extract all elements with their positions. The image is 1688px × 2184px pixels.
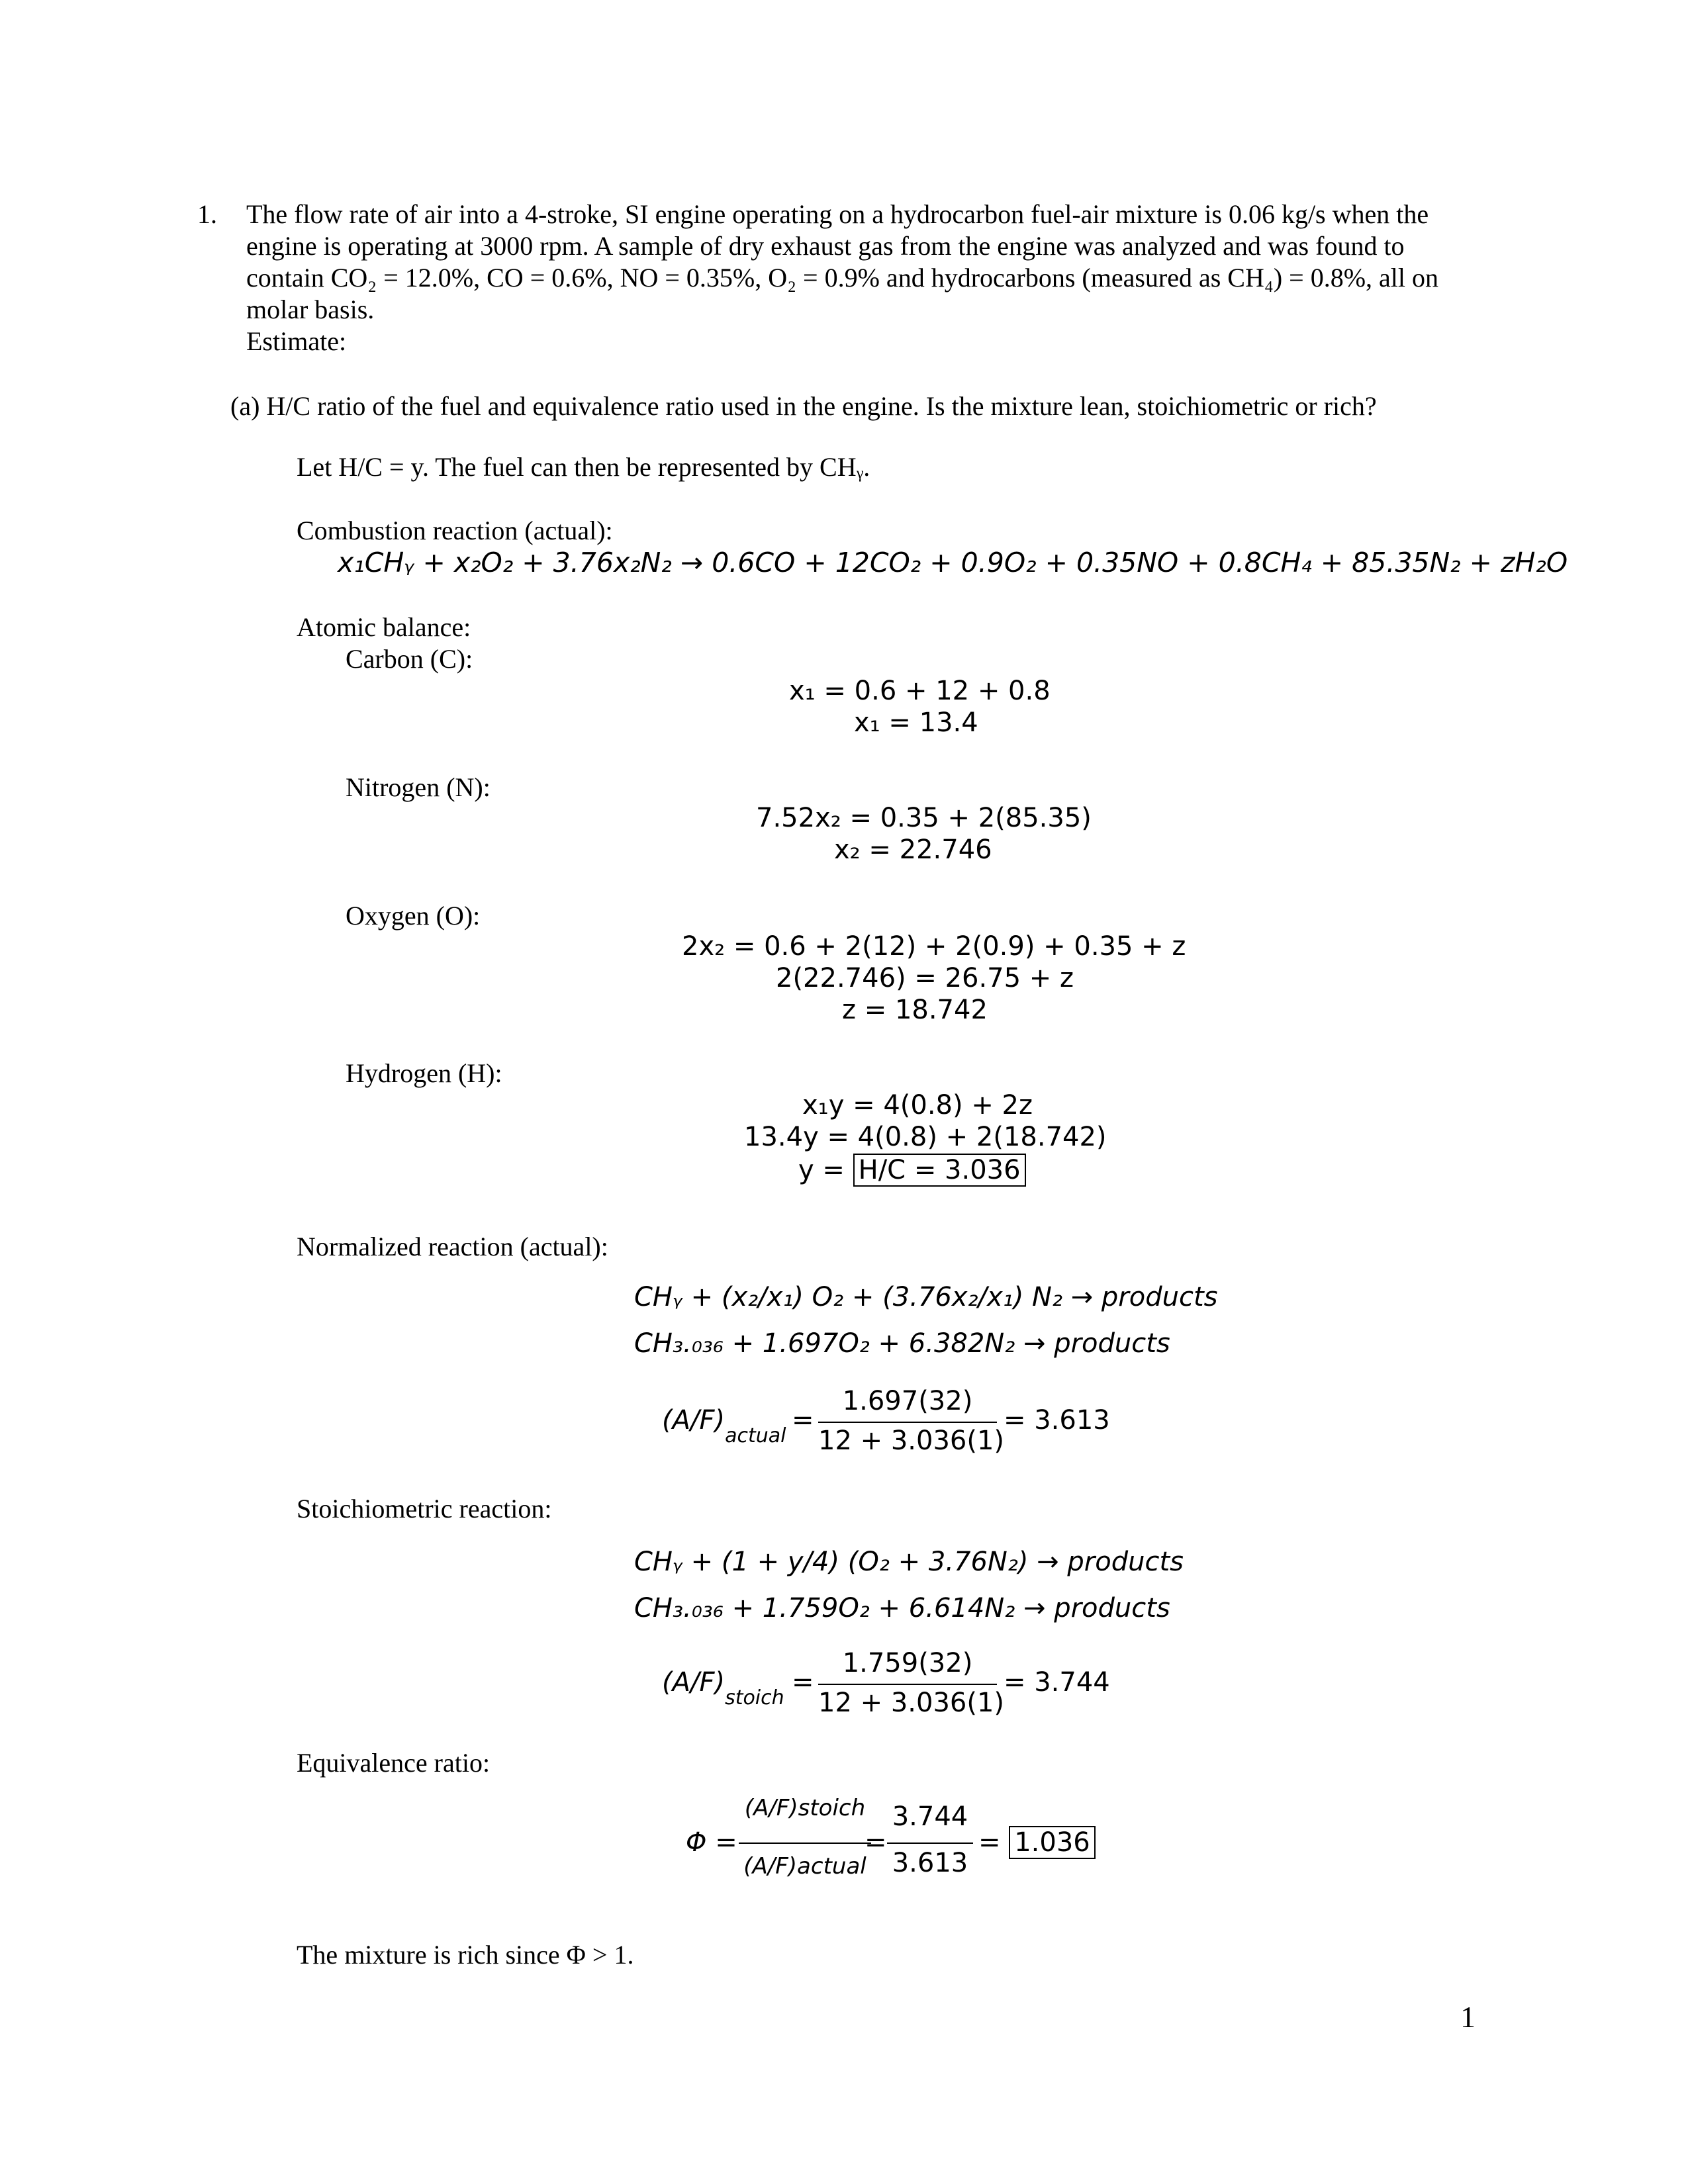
hc-ratio-result-box: H/C = 3.036 [853, 1154, 1026, 1187]
combustion-label: Combustion reaction (actual): [297, 516, 613, 545]
oxygen-label: Oxygen (O): [346, 901, 481, 931]
page-number: 1 [1460, 2000, 1476, 2034]
hydrogen-equation-3 [798, 1154, 1026, 1186]
phi-equals-1: = [865, 1827, 887, 1858]
problem-number: 1. [197, 199, 217, 229]
af-actual-result: = 3.613 [1004, 1405, 1110, 1435]
normalized-equation-2: CH₃.₀₃₆ + 1.697O₂ + 6.382N₂ → products [634, 1328, 1170, 1359]
equivalence-label: Equivalence ratio: [297, 1748, 491, 1778]
phi-numerator-value: 3.744 [892, 1801, 968, 1832]
phi-lhs: Φ = [686, 1827, 737, 1858]
af-actual-lhs [662, 1404, 786, 1447]
phi-numerator: (A/F)stoich [744, 1795, 866, 1821]
hydrogen-equation-1: x₁y = 4(0.8) + 2z [802, 1090, 1033, 1120]
carbon-equation-1: x₁ = 0.6 + 12 + 0.8 [789, 676, 1051, 706]
normalized-label: Normalized reaction (actual): [297, 1232, 608, 1261]
estimate-label: Estimate: [246, 326, 347, 356]
phi-denominator-value: 3.613 [892, 1848, 968, 1878]
phi-value-fraction-bar [887, 1843, 973, 1844]
let-statement: Let H/C = y. The fuel can then be represented by CHᵧ. [297, 452, 870, 482]
hydrogen-label: Hydrogen (H): [346, 1058, 502, 1088]
stoich-equation-1: CHᵧ + (1 + y/4) (O₂ + 3.76N₂) → products [634, 1547, 1184, 1577]
oxygen-equation-3: z = 18.742 [842, 995, 988, 1025]
phi-fraction-bar [739, 1843, 871, 1844]
af-actual-symbol: (A/F) [662, 1405, 726, 1435]
af-stoich-lhs [662, 1666, 784, 1709]
carbon-equation-2: x₁ = 13.4 [854, 707, 978, 738]
af-stoich-fraction-bar [818, 1684, 997, 1685]
problem-line-1: The flow rate of air into a 4-stroke, SI engine operating on a hydrocarbon fuel-air mixture is 0.06 kg/s when the [246, 199, 1429, 229]
af-stoich-equals: = [792, 1667, 814, 1698]
stoich-label: Stoichiometric reaction: [297, 1494, 552, 1524]
nitrogen-label: Nitrogen (N): [346, 772, 491, 802]
af-stoich-subscript: stoich [725, 1686, 784, 1709]
conclusion: The mixture is rich since Φ > 1. [297, 1940, 634, 1970]
part-a-question: (a) H/C ratio of the fuel and equivalence ratio used in the engine. Is the mixture lean, stoichiometric or rich? [230, 391, 1377, 421]
af-stoich-denominator: 12 + 3.036(1) [818, 1688, 1005, 1718]
af-stoich-numerator: 1.759(32) [842, 1648, 973, 1678]
problem-line-3: contain CO₂ = 12.0%, CO = 0.6%, NO = 0.35%, O₂ = 0.9% and hydrocarbons (measured as CH₄) = 0.8%, all on [246, 263, 1438, 293]
nitrogen-equation-1: 7.52x₂ = 0.35 + 2(85.35) [756, 803, 1092, 833]
problem-line-2: engine is operating at 3000 rpm. A sample of dry exhaust gas from the engine was analyzed and was found to [246, 231, 1405, 261]
normalized-equation-1: CHᵧ + (x₂/x₁) O₂ + (3.76x₂/x₁) N₂ → products [634, 1282, 1218, 1312]
nitrogen-equation-2: x₂ = 22.746 [834, 835, 992, 865]
af-stoich-result: = 3.744 [1004, 1667, 1110, 1698]
oxygen-equation-1: 2x₂ = 0.6 + 2(12) + 2(0.9) + 0.35 + z [682, 931, 1186, 962]
af-stoich-symbol: (A/F) [662, 1667, 726, 1698]
af-actual-denominator: 12 + 3.036(1) [818, 1426, 1005, 1456]
phi-denominator: (A/F)actual [743, 1853, 867, 1880]
af-actual-fraction-bar [818, 1422, 997, 1423]
problem-line-4: molar basis. [246, 295, 375, 324]
stoich-equation-2: CH₃.₀₃₆ + 1.759O₂ + 6.614N₂ → products [634, 1593, 1170, 1623]
carbon-label: Carbon (C): [346, 644, 473, 674]
oxygen-equation-2: 2(22.746) = 26.75 + z [776, 963, 1074, 993]
af-actual-equals: = [792, 1405, 814, 1435]
hydrogen-equation-2: 13.4y = 4(0.8) + 2(18.742) [744, 1122, 1107, 1152]
hydrogen-eq3-lhs: y = [798, 1155, 845, 1185]
af-actual-numerator: 1.697(32) [842, 1386, 973, 1416]
combustion-equation: x₁CHᵧ + x₂O₂ + 3.76x₂N₂ → 0.6CO + 12CO₂ + 0.9O₂ + 0.35NO + 0.8CH₄ + 85.35N₂ + zH₂O [338, 547, 1568, 578]
phi-result: = 1.036 [978, 1827, 1096, 1858]
af-actual-subscript: actual [725, 1424, 786, 1447]
atomic-balance-label: Atomic balance: [297, 612, 471, 642]
phi-result-box: 1.036 [1009, 1826, 1096, 1859]
